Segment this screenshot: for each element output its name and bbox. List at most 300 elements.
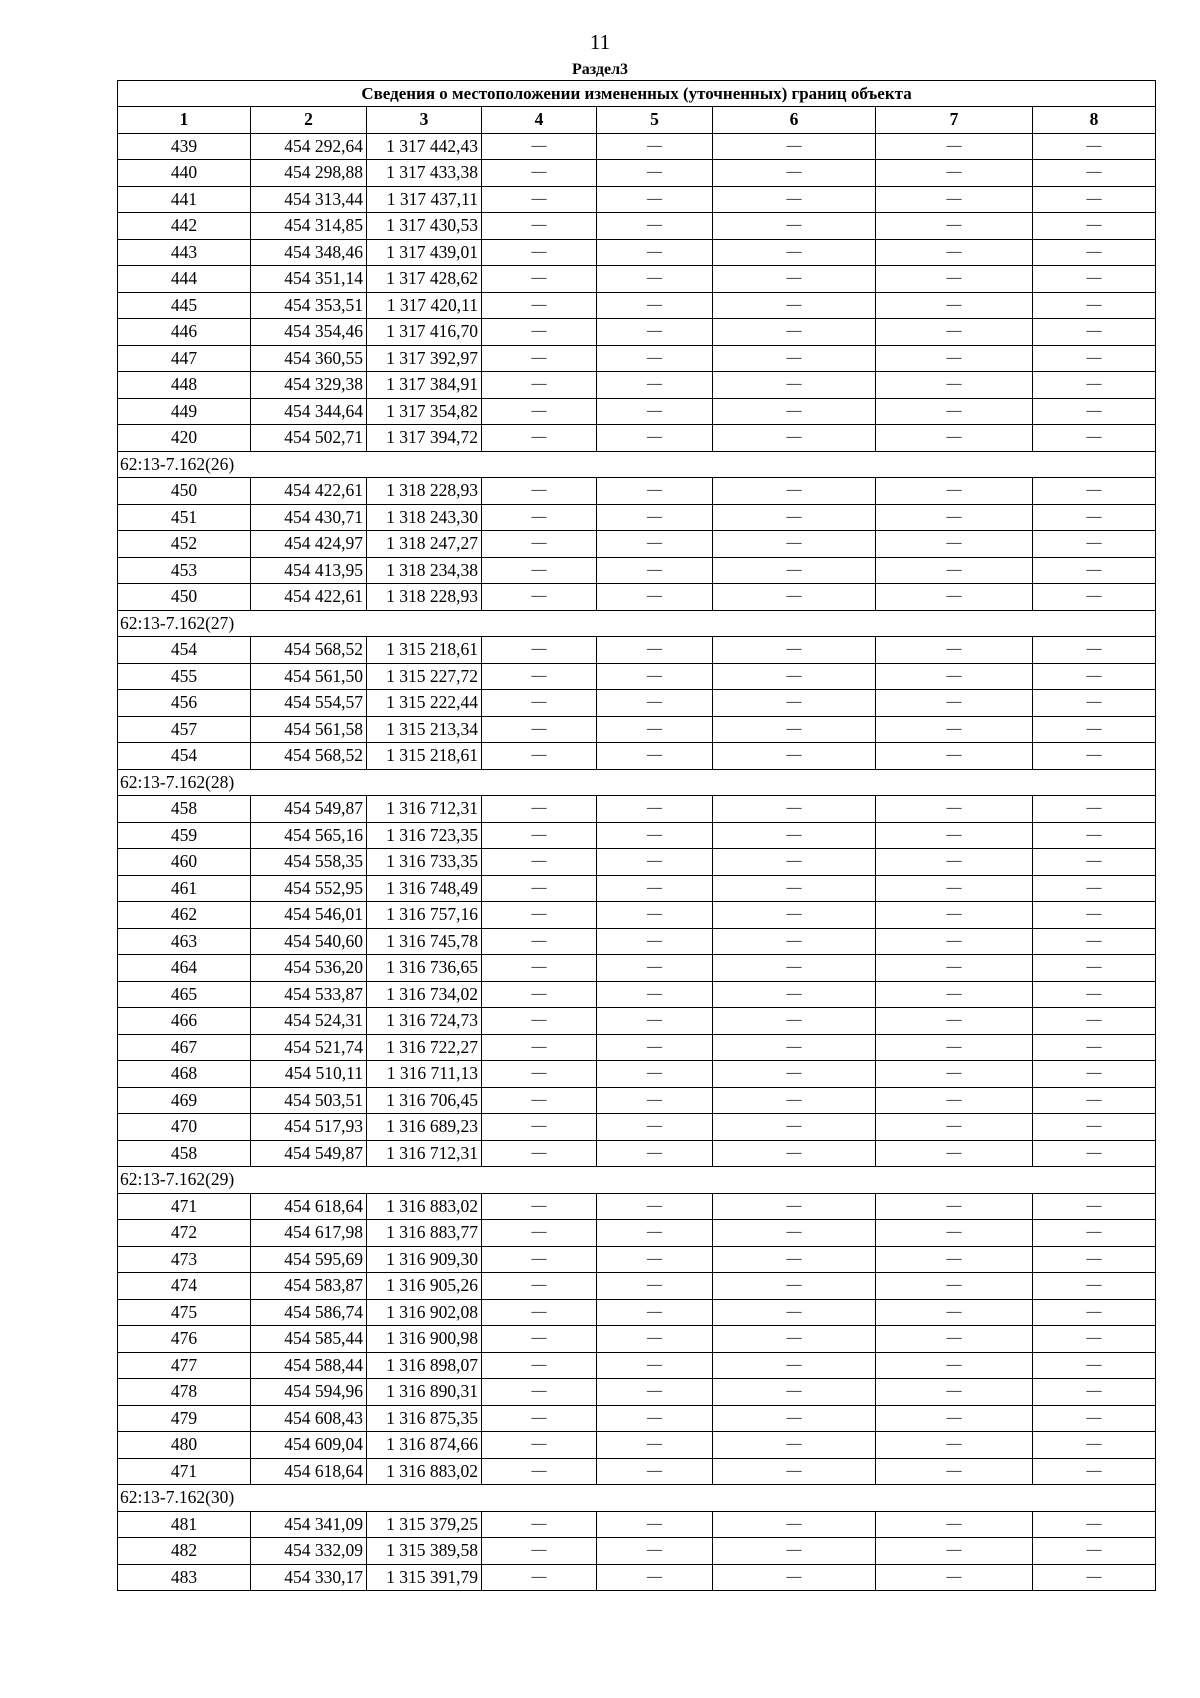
column-header-8: 8 bbox=[1033, 107, 1156, 134]
point-number-cell: 472 bbox=[118, 1220, 251, 1247]
x-coordinate-cell: 454 351,14 bbox=[251, 266, 367, 293]
group-row bbox=[118, 451, 1156, 478]
point-number-cell: 477 bbox=[118, 1352, 251, 1379]
empty-value-cell-col4: — bbox=[482, 345, 597, 372]
point-number-cell: 454 bbox=[118, 743, 251, 770]
empty-value-cell-col5: — bbox=[597, 1193, 713, 1220]
group-row bbox=[118, 1485, 1156, 1512]
empty-value-cell-col7: — bbox=[876, 292, 1033, 319]
group-label: 62:13-7.162(29) bbox=[118, 1167, 1156, 1194]
point-number-cell: 469 bbox=[118, 1087, 251, 1114]
empty-value-cell-col7: — bbox=[876, 663, 1033, 690]
empty-value-cell-col7: — bbox=[876, 1193, 1033, 1220]
y-coordinate-cell: 1 316 736,65 bbox=[367, 955, 482, 982]
empty-value-cell-col8: — bbox=[1033, 345, 1156, 372]
empty-value-cell-col7: — bbox=[876, 319, 1033, 346]
empty-value-cell-col6: — bbox=[713, 345, 876, 372]
y-coordinate-cell: 1 317 394,72 bbox=[367, 425, 482, 452]
empty-value-cell-col4: — bbox=[482, 1326, 597, 1353]
table-row bbox=[118, 796, 1156, 823]
x-coordinate-cell: 454 554,57 bbox=[251, 690, 367, 717]
y-coordinate-cell: 1 317 428,62 bbox=[367, 266, 482, 293]
table-row bbox=[118, 928, 1156, 955]
point-number-cell: 444 bbox=[118, 266, 251, 293]
x-coordinate-cell: 454 546,01 bbox=[251, 902, 367, 929]
empty-value-cell-col7: — bbox=[876, 239, 1033, 266]
table-row bbox=[118, 398, 1156, 425]
empty-value-cell-col8: — bbox=[1033, 743, 1156, 770]
empty-value-cell-col5: — bbox=[597, 186, 713, 213]
empty-value-cell-col6: — bbox=[713, 1538, 876, 1565]
table-row bbox=[118, 213, 1156, 240]
table-row bbox=[118, 1114, 1156, 1141]
table-row bbox=[118, 663, 1156, 690]
empty-value-cell-col8: — bbox=[1033, 160, 1156, 187]
x-coordinate-cell: 454 503,51 bbox=[251, 1087, 367, 1114]
x-coordinate-cell: 454 588,44 bbox=[251, 1352, 367, 1379]
y-coordinate-cell: 1 316 689,23 bbox=[367, 1114, 482, 1141]
empty-value-cell-col4: — bbox=[482, 1564, 597, 1591]
empty-value-cell-col8: — bbox=[1033, 1458, 1156, 1485]
empty-value-cell-col6: — bbox=[713, 1246, 876, 1273]
point-number-cell: 473 bbox=[118, 1246, 251, 1273]
empty-value-cell-col8: — bbox=[1033, 239, 1156, 266]
point-number-cell: 479 bbox=[118, 1405, 251, 1432]
group-row bbox=[118, 769, 1156, 796]
empty-value-cell-col5: — bbox=[597, 133, 713, 160]
group-label: 62:13-7.162(28) bbox=[118, 769, 1156, 796]
x-coordinate-cell: 454 595,69 bbox=[251, 1246, 367, 1273]
empty-value-cell-col6: — bbox=[713, 1220, 876, 1247]
empty-value-cell-col8: — bbox=[1033, 1432, 1156, 1459]
point-number-cell: 467 bbox=[118, 1034, 251, 1061]
empty-value-cell-col6: — bbox=[713, 1034, 876, 1061]
empty-value-cell-col6: — bbox=[713, 928, 876, 955]
table-row bbox=[118, 1405, 1156, 1432]
table-row bbox=[118, 319, 1156, 346]
point-number-cell: 454 bbox=[118, 637, 251, 664]
point-number-cell: 465 bbox=[118, 981, 251, 1008]
table-body bbox=[118, 133, 1156, 1591]
empty-value-cell-col8: — bbox=[1033, 531, 1156, 558]
x-coordinate-cell: 454 561,58 bbox=[251, 716, 367, 743]
empty-value-cell-col8: — bbox=[1033, 1087, 1156, 1114]
table-row bbox=[118, 1538, 1156, 1565]
empty-value-cell-col7: — bbox=[876, 743, 1033, 770]
empty-value-cell-col4: — bbox=[482, 266, 597, 293]
empty-value-cell-col5: — bbox=[597, 1564, 713, 1591]
empty-value-cell-col8: — bbox=[1033, 1114, 1156, 1141]
empty-value-cell-col4: — bbox=[482, 928, 597, 955]
x-coordinate-cell: 454 424,97 bbox=[251, 531, 367, 558]
empty-value-cell-col8: — bbox=[1033, 1405, 1156, 1432]
empty-value-cell-col8: — bbox=[1033, 213, 1156, 240]
x-coordinate-cell: 454 510,11 bbox=[251, 1061, 367, 1088]
point-number-cell: 452 bbox=[118, 531, 251, 558]
empty-value-cell-col5: — bbox=[597, 1538, 713, 1565]
y-coordinate-cell: 1 316 722,27 bbox=[367, 1034, 482, 1061]
column-header-2: 2 bbox=[251, 107, 367, 134]
empty-value-cell-col6: — bbox=[713, 1511, 876, 1538]
table-row bbox=[118, 1246, 1156, 1273]
y-coordinate-cell: 1 316 900,98 bbox=[367, 1326, 482, 1353]
point-number-cell: 463 bbox=[118, 928, 251, 955]
empty-value-cell-col4: — bbox=[482, 133, 597, 160]
empty-value-cell-col6: — bbox=[713, 743, 876, 770]
empty-value-cell-col7: — bbox=[876, 981, 1033, 1008]
empty-value-cell-col8: — bbox=[1033, 1564, 1156, 1591]
empty-value-cell-col6: — bbox=[713, 160, 876, 187]
point-number-cell: 451 bbox=[118, 504, 251, 531]
empty-value-cell-col7: — bbox=[876, 213, 1033, 240]
empty-value-cell-col7: — bbox=[876, 372, 1033, 399]
empty-value-cell-col5: — bbox=[597, 716, 713, 743]
empty-value-cell-col4: — bbox=[482, 186, 597, 213]
empty-value-cell-col8: — bbox=[1033, 319, 1156, 346]
empty-value-cell-col5: — bbox=[597, 504, 713, 531]
empty-value-cell-col7: — bbox=[876, 1432, 1033, 1459]
x-coordinate-cell: 454 360,55 bbox=[251, 345, 367, 372]
empty-value-cell-col6: — bbox=[713, 716, 876, 743]
table-row bbox=[118, 133, 1156, 160]
y-coordinate-cell: 1 316 748,49 bbox=[367, 875, 482, 902]
point-number-cell: 457 bbox=[118, 716, 251, 743]
empty-value-cell-col6: — bbox=[713, 1405, 876, 1432]
x-coordinate-cell: 454 618,64 bbox=[251, 1458, 367, 1485]
x-coordinate-cell: 454 341,09 bbox=[251, 1511, 367, 1538]
y-coordinate-cell: 1 316 757,16 bbox=[367, 902, 482, 929]
table-caption: Сведения о местоположении измененных (уточненных) границ объекта bbox=[118, 81, 1156, 107]
empty-value-cell-col8: — bbox=[1033, 504, 1156, 531]
x-coordinate-cell: 454 617,98 bbox=[251, 1220, 367, 1247]
empty-value-cell-col8: — bbox=[1033, 1273, 1156, 1300]
empty-value-cell-col5: — bbox=[597, 292, 713, 319]
empty-value-cell-col8: — bbox=[1033, 1008, 1156, 1035]
y-coordinate-cell: 1 316 745,78 bbox=[367, 928, 482, 955]
empty-value-cell-col5: — bbox=[597, 1326, 713, 1353]
empty-value-cell-col6: — bbox=[713, 1008, 876, 1035]
empty-value-cell-col8: — bbox=[1033, 478, 1156, 505]
empty-value-cell-col8: — bbox=[1033, 186, 1156, 213]
empty-value-cell-col6: — bbox=[713, 663, 876, 690]
x-coordinate-cell: 454 313,44 bbox=[251, 186, 367, 213]
x-coordinate-cell: 454 422,61 bbox=[251, 584, 367, 611]
empty-value-cell-col5: — bbox=[597, 1299, 713, 1326]
empty-value-cell-col4: — bbox=[482, 372, 597, 399]
column-header-4: 4 bbox=[482, 107, 597, 134]
empty-value-cell-col6: — bbox=[713, 1326, 876, 1353]
table-row bbox=[118, 690, 1156, 717]
column-header-3: 3 bbox=[367, 107, 482, 134]
x-coordinate-cell: 454 552,95 bbox=[251, 875, 367, 902]
group-label: 62:13-7.162(27) bbox=[118, 610, 1156, 637]
empty-value-cell-col5: — bbox=[597, 1061, 713, 1088]
point-number-cell: 445 bbox=[118, 292, 251, 319]
x-coordinate-cell: 454 536,20 bbox=[251, 955, 367, 982]
empty-value-cell-col6: — bbox=[713, 239, 876, 266]
empty-value-cell-col7: — bbox=[876, 557, 1033, 584]
empty-value-cell-col5: — bbox=[597, 213, 713, 240]
x-coordinate-cell: 454 502,71 bbox=[251, 425, 367, 452]
point-number-cell: 441 bbox=[118, 186, 251, 213]
point-number-cell: 462 bbox=[118, 902, 251, 929]
x-coordinate-cell: 454 561,50 bbox=[251, 663, 367, 690]
empty-value-cell-col6: — bbox=[713, 875, 876, 902]
empty-value-cell-col8: — bbox=[1033, 875, 1156, 902]
table-row bbox=[118, 1326, 1156, 1353]
empty-value-cell-col8: — bbox=[1033, 637, 1156, 664]
empty-value-cell-col6: — bbox=[713, 1114, 876, 1141]
y-coordinate-cell: 1 316 712,31 bbox=[367, 1140, 482, 1167]
empty-value-cell-col8: — bbox=[1033, 928, 1156, 955]
empty-value-cell-col6: — bbox=[713, 319, 876, 346]
empty-value-cell-col6: — bbox=[713, 1140, 876, 1167]
y-coordinate-cell: 1 316 723,35 bbox=[367, 822, 482, 849]
y-coordinate-cell: 1 316 712,31 bbox=[367, 796, 482, 823]
point-number-cell: 455 bbox=[118, 663, 251, 690]
empty-value-cell-col7: — bbox=[876, 1220, 1033, 1247]
empty-value-cell-col5: — bbox=[597, 239, 713, 266]
empty-value-cell-col4: — bbox=[482, 1034, 597, 1061]
point-number-cell: 439 bbox=[118, 133, 251, 160]
empty-value-cell-col4: — bbox=[482, 1405, 597, 1432]
x-coordinate-cell: 454 353,51 bbox=[251, 292, 367, 319]
empty-value-cell-col6: — bbox=[713, 557, 876, 584]
empty-value-cell-col8: — bbox=[1033, 557, 1156, 584]
empty-value-cell-col6: — bbox=[713, 478, 876, 505]
x-coordinate-cell: 454 430,71 bbox=[251, 504, 367, 531]
empty-value-cell-col5: — bbox=[597, 928, 713, 955]
table-row bbox=[118, 1008, 1156, 1035]
empty-value-cell-col4: — bbox=[482, 1432, 597, 1459]
y-coordinate-cell: 1 317 416,70 bbox=[367, 319, 482, 346]
empty-value-cell-col6: — bbox=[713, 1564, 876, 1591]
empty-value-cell-col8: — bbox=[1033, 1538, 1156, 1565]
empty-value-cell-col4: — bbox=[482, 1352, 597, 1379]
y-coordinate-cell: 1 316 711,13 bbox=[367, 1061, 482, 1088]
x-coordinate-cell: 454 568,52 bbox=[251, 743, 367, 770]
empty-value-cell-col8: — bbox=[1033, 1140, 1156, 1167]
y-coordinate-cell: 1 316 902,08 bbox=[367, 1299, 482, 1326]
point-number-cell: 461 bbox=[118, 875, 251, 902]
empty-value-cell-col7: — bbox=[876, 504, 1033, 531]
table-row bbox=[118, 743, 1156, 770]
empty-value-cell-col4: — bbox=[482, 398, 597, 425]
x-coordinate-cell: 454 298,88 bbox=[251, 160, 367, 187]
section-title: Раздел3 bbox=[571, 61, 629, 78]
empty-value-cell-col5: — bbox=[597, 531, 713, 558]
empty-value-cell-col5: — bbox=[597, 637, 713, 664]
empty-value-cell-col5: — bbox=[597, 398, 713, 425]
table-row bbox=[118, 1220, 1156, 1247]
empty-value-cell-col5: — bbox=[597, 1432, 713, 1459]
point-number-cell: 476 bbox=[118, 1326, 251, 1353]
table-row bbox=[118, 1458, 1156, 1485]
empty-value-cell-col8: — bbox=[1033, 1061, 1156, 1088]
empty-value-cell-col7: — bbox=[876, 902, 1033, 929]
empty-value-cell-col7: — bbox=[876, 875, 1033, 902]
table-row bbox=[118, 266, 1156, 293]
empty-value-cell-col8: — bbox=[1033, 425, 1156, 452]
empty-value-cell-col7: — bbox=[876, 849, 1033, 876]
x-coordinate-cell: 454 568,52 bbox=[251, 637, 367, 664]
empty-value-cell-col8: — bbox=[1033, 584, 1156, 611]
point-number-cell: 447 bbox=[118, 345, 251, 372]
table-row bbox=[118, 239, 1156, 266]
empty-value-cell-col5: — bbox=[597, 584, 713, 611]
empty-value-cell-col6: — bbox=[713, 266, 876, 293]
y-coordinate-cell: 1 315 213,34 bbox=[367, 716, 482, 743]
empty-value-cell-col5: — bbox=[597, 1008, 713, 1035]
x-coordinate-cell: 454 594,96 bbox=[251, 1379, 367, 1406]
page-number: 11 bbox=[589, 30, 611, 54]
empty-value-cell-col4: — bbox=[482, 160, 597, 187]
empty-value-cell-col8: — bbox=[1033, 663, 1156, 690]
y-coordinate-cell: 1 316 706,45 bbox=[367, 1087, 482, 1114]
x-coordinate-cell: 454 332,09 bbox=[251, 1538, 367, 1565]
point-number-cell: 456 bbox=[118, 690, 251, 717]
empty-value-cell-col6: — bbox=[713, 796, 876, 823]
table-row bbox=[118, 584, 1156, 611]
y-coordinate-cell: 1 316 905,26 bbox=[367, 1273, 482, 1300]
table-row bbox=[118, 1140, 1156, 1167]
point-number-cell: 450 bbox=[118, 584, 251, 611]
empty-value-cell-col6: — bbox=[713, 1379, 876, 1406]
empty-value-cell-col5: — bbox=[597, 425, 713, 452]
empty-value-cell-col6: — bbox=[713, 584, 876, 611]
empty-value-cell-col5: — bbox=[597, 1273, 713, 1300]
empty-value-cell-col5: — bbox=[597, 1379, 713, 1406]
empty-value-cell-col6: — bbox=[713, 637, 876, 664]
column-header-7: 7 bbox=[876, 107, 1033, 134]
empty-value-cell-col5: — bbox=[597, 266, 713, 293]
table-row bbox=[118, 875, 1156, 902]
empty-value-cell-col7: — bbox=[876, 478, 1033, 505]
empty-value-cell-col7: — bbox=[876, 1405, 1033, 1432]
y-coordinate-cell: 1 315 222,44 bbox=[367, 690, 482, 717]
empty-value-cell-col4: — bbox=[482, 716, 597, 743]
empty-value-cell-col4: — bbox=[482, 239, 597, 266]
x-coordinate-cell: 454 608,43 bbox=[251, 1405, 367, 1432]
table-row bbox=[118, 1034, 1156, 1061]
empty-value-cell-col4: — bbox=[482, 663, 597, 690]
empty-value-cell-col7: — bbox=[876, 531, 1033, 558]
empty-value-cell-col7: — bbox=[876, 822, 1033, 849]
empty-value-cell-col6: — bbox=[713, 1432, 876, 1459]
empty-value-cell-col8: — bbox=[1033, 398, 1156, 425]
empty-value-cell-col5: — bbox=[597, 1511, 713, 1538]
empty-value-cell-col7: — bbox=[876, 186, 1033, 213]
x-coordinate-cell: 454 583,87 bbox=[251, 1273, 367, 1300]
empty-value-cell-col8: — bbox=[1033, 981, 1156, 1008]
empty-value-cell-col7: — bbox=[876, 690, 1033, 717]
empty-value-cell-col5: — bbox=[597, 1405, 713, 1432]
y-coordinate-cell: 1 316 883,02 bbox=[367, 1458, 482, 1485]
empty-value-cell-col4: — bbox=[482, 743, 597, 770]
point-number-cell: 443 bbox=[118, 239, 251, 266]
empty-value-cell-col4: — bbox=[482, 875, 597, 902]
empty-value-cell-col7: — bbox=[876, 584, 1033, 611]
table-row bbox=[118, 1564, 1156, 1591]
table-row bbox=[118, 1061, 1156, 1088]
empty-value-cell-col4: — bbox=[482, 557, 597, 584]
y-coordinate-cell: 1 318 243,30 bbox=[367, 504, 482, 531]
x-coordinate-cell: 454 540,60 bbox=[251, 928, 367, 955]
table-row bbox=[118, 478, 1156, 505]
point-number-cell: 453 bbox=[118, 557, 251, 584]
empty-value-cell-col5: — bbox=[597, 822, 713, 849]
empty-value-cell-col7: — bbox=[876, 796, 1033, 823]
empty-value-cell-col7: — bbox=[876, 637, 1033, 664]
empty-value-cell-col4: — bbox=[482, 1511, 597, 1538]
point-number-cell: 471 bbox=[118, 1193, 251, 1220]
empty-value-cell-col7: — bbox=[876, 1008, 1033, 1035]
empty-value-cell-col4: — bbox=[482, 213, 597, 240]
empty-value-cell-col8: — bbox=[1033, 266, 1156, 293]
x-coordinate-cell: 454 586,74 bbox=[251, 1299, 367, 1326]
point-number-cell: 449 bbox=[118, 398, 251, 425]
empty-value-cell-col6: — bbox=[713, 1458, 876, 1485]
empty-value-cell-col8: — bbox=[1033, 1352, 1156, 1379]
empty-value-cell-col8: — bbox=[1033, 1246, 1156, 1273]
empty-value-cell-col5: — bbox=[597, 875, 713, 902]
empty-value-cell-col4: — bbox=[482, 504, 597, 531]
empty-value-cell-col8: — bbox=[1033, 1193, 1156, 1220]
point-number-cell: 442 bbox=[118, 213, 251, 240]
table-row bbox=[118, 1087, 1156, 1114]
point-number-cell: 471 bbox=[118, 1458, 251, 1485]
empty-value-cell-col8: — bbox=[1033, 955, 1156, 982]
table-row bbox=[118, 1352, 1156, 1379]
empty-value-cell-col5: — bbox=[597, 372, 713, 399]
empty-value-cell-col5: — bbox=[597, 1246, 713, 1273]
empty-value-cell-col4: — bbox=[482, 822, 597, 849]
table-row bbox=[118, 292, 1156, 319]
empty-value-cell-col7: — bbox=[876, 1299, 1033, 1326]
table-row bbox=[118, 1299, 1156, 1326]
empty-value-cell-col6: — bbox=[713, 902, 876, 929]
x-coordinate-cell: 454 292,64 bbox=[251, 133, 367, 160]
table-row bbox=[118, 372, 1156, 399]
empty-value-cell-col7: — bbox=[876, 716, 1033, 743]
coordinates-table bbox=[117, 80, 1156, 1591]
x-coordinate-cell: 454 422,61 bbox=[251, 478, 367, 505]
x-coordinate-cell: 454 609,04 bbox=[251, 1432, 367, 1459]
empty-value-cell-col5: — bbox=[597, 1458, 713, 1485]
y-coordinate-cell: 1 317 439,01 bbox=[367, 239, 482, 266]
empty-value-cell-col5: — bbox=[597, 319, 713, 346]
table-row bbox=[118, 1379, 1156, 1406]
point-number-cell: 483 bbox=[118, 1564, 251, 1591]
empty-value-cell-col6: — bbox=[713, 425, 876, 452]
empty-value-cell-col6: — bbox=[713, 531, 876, 558]
empty-value-cell-col6: — bbox=[713, 690, 876, 717]
empty-value-cell-col5: — bbox=[597, 1352, 713, 1379]
empty-value-cell-col7: — bbox=[876, 928, 1033, 955]
y-coordinate-cell: 1 316 909,30 bbox=[367, 1246, 482, 1273]
table-row bbox=[118, 981, 1156, 1008]
group-row bbox=[118, 1167, 1156, 1194]
table-row bbox=[118, 1273, 1156, 1300]
point-number-cell: 474 bbox=[118, 1273, 251, 1300]
table-row bbox=[118, 1432, 1156, 1459]
empty-value-cell-col5: — bbox=[597, 955, 713, 982]
empty-value-cell-col5: — bbox=[597, 663, 713, 690]
empty-value-cell-col5: — bbox=[597, 1140, 713, 1167]
x-coordinate-cell: 454 330,17 bbox=[251, 1564, 367, 1591]
empty-value-cell-col5: — bbox=[597, 1220, 713, 1247]
empty-value-cell-col6: — bbox=[713, 292, 876, 319]
